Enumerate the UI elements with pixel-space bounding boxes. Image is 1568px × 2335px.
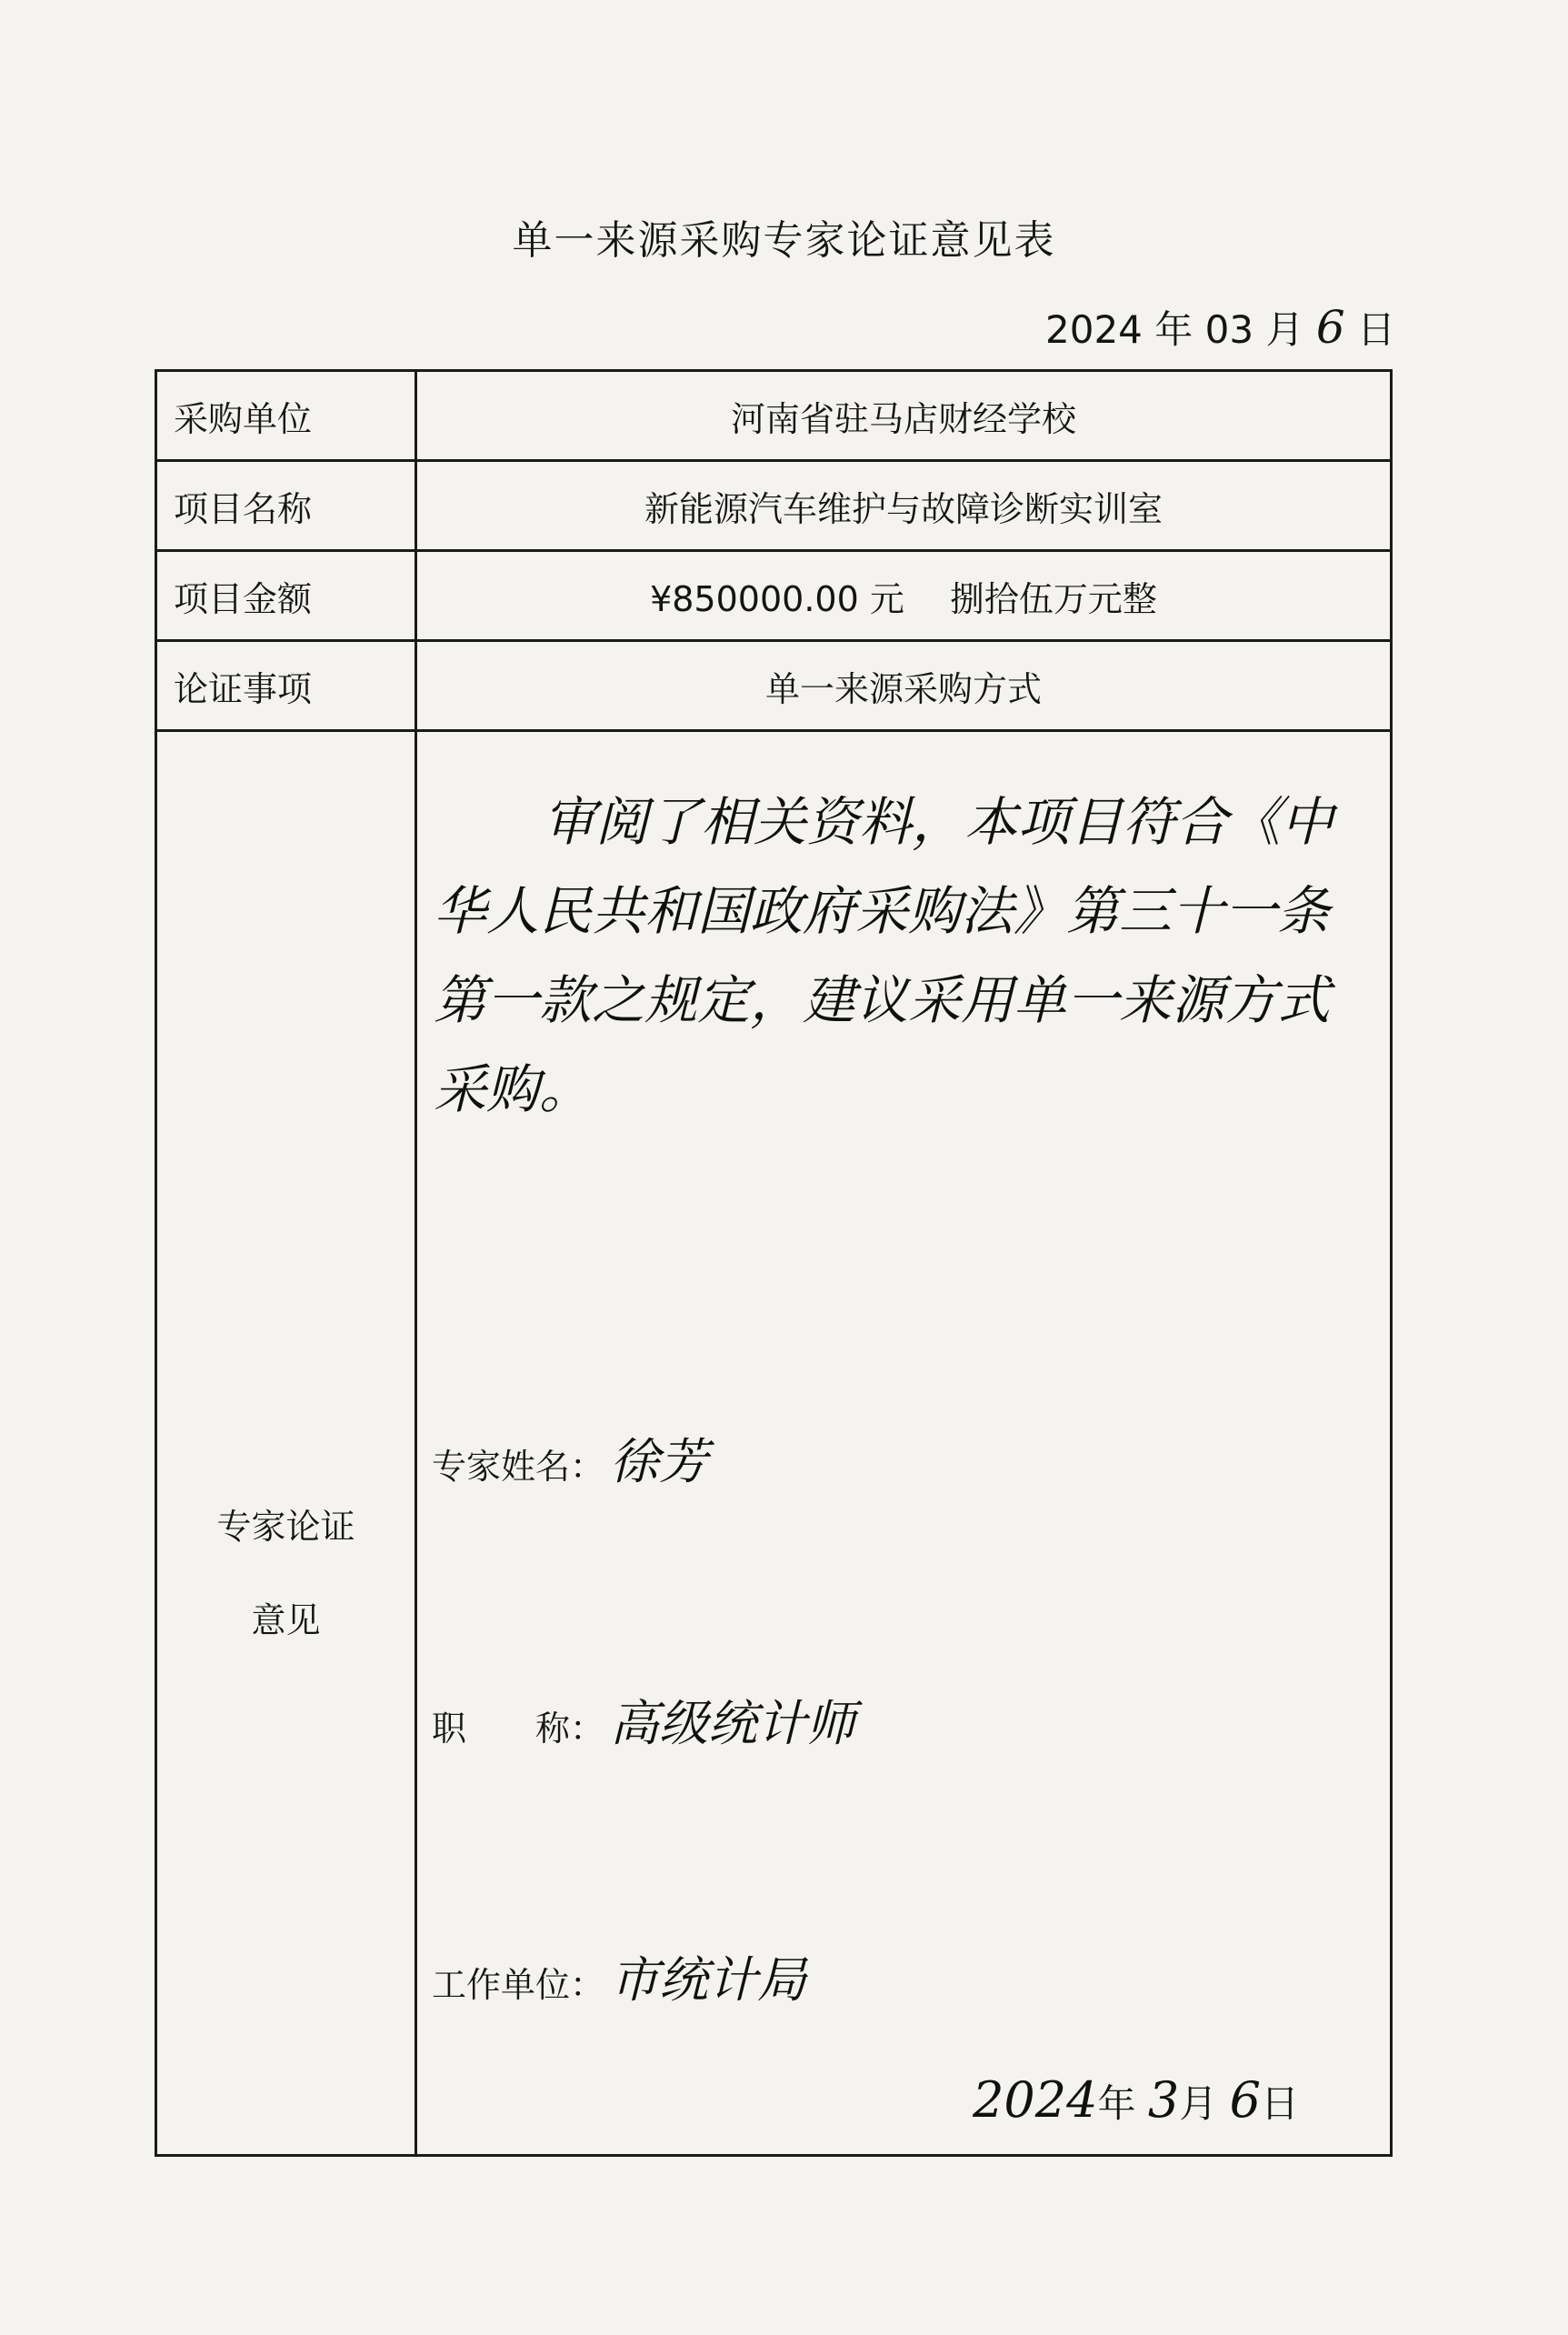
form-title: 单一来源采购专家论证意见表 [512,217,1056,264]
row-label-matter: 论证事项 [156,641,416,731]
header-date-year-unit: 年 [1154,307,1193,352]
row-value-project-name: 新能源汽车维护与故障诊断实训室 [416,461,1392,551]
header-date-year: 2024 [1045,307,1143,352]
sign-date-month-unit: 月 [1179,2081,1218,2126]
sign-date-day: 6 [1229,2071,1261,2129]
sign-date-year: 2024 [973,2071,1098,2129]
expert-name-signature: 徐芳 [610,1433,709,1490]
header-date-month-unit: 月 [1265,307,1304,352]
row-value-purchaser: 河南省驻马店财经学校 [416,371,1392,461]
opinion-row [156,731,1392,2156]
expert-title-label: 职 称： [432,1709,605,1749]
expert-name-field [432,1423,708,1493]
work-unit-value: 市统计局 [610,1951,807,2009]
row-label-project-name: 项目名称 [156,461,416,551]
header-date-month: 03 [1204,307,1254,352]
sign-date-day-unit: 日 [1260,2081,1299,2126]
signature-date [973,2071,1299,2129]
expert-title-field [432,1685,855,1755]
work-unit-label: 工作单位： [432,1965,605,2005]
expert-name-label: 专家姓名： [432,1447,605,1487]
header-date-day: 6 [1315,301,1345,354]
opinion-label-line2: 意见 [251,1600,321,1640]
sign-date-month: 3 [1147,2071,1180,2129]
sign-date-year-unit: 年 [1097,2081,1136,2126]
row-value-matter: 单一来源采购方式 [416,641,1392,731]
row-value-amount: ¥850000.00 元 捌拾伍万元整 [416,551,1392,641]
header-date-day-unit: 日 [1356,307,1395,352]
table-row [156,551,1392,641]
form-table [155,369,1393,2157]
table-row [156,461,1392,551]
opinion-label-cell [156,731,416,2156]
opinion-body-cell [416,731,1392,2156]
handwritten-opinion: 审阅了相关资料，本项目符合《中华人民共和国政府采购法》第三十一条第一款之规定，建议采用单一来源方式采购。 [434,791,1334,1120]
expert-title-value: 高级统计师 [610,1695,856,1752]
work-unit-field [432,1941,806,2011]
table-row [156,371,1392,461]
row-label-purchaser: 采购单位 [156,371,416,461]
table-row [156,641,1392,731]
opinion-label-line1: 专家论证 [216,1507,355,1547]
row-label-amount: 项目金额 [156,551,416,641]
header-date [1045,300,1395,355]
